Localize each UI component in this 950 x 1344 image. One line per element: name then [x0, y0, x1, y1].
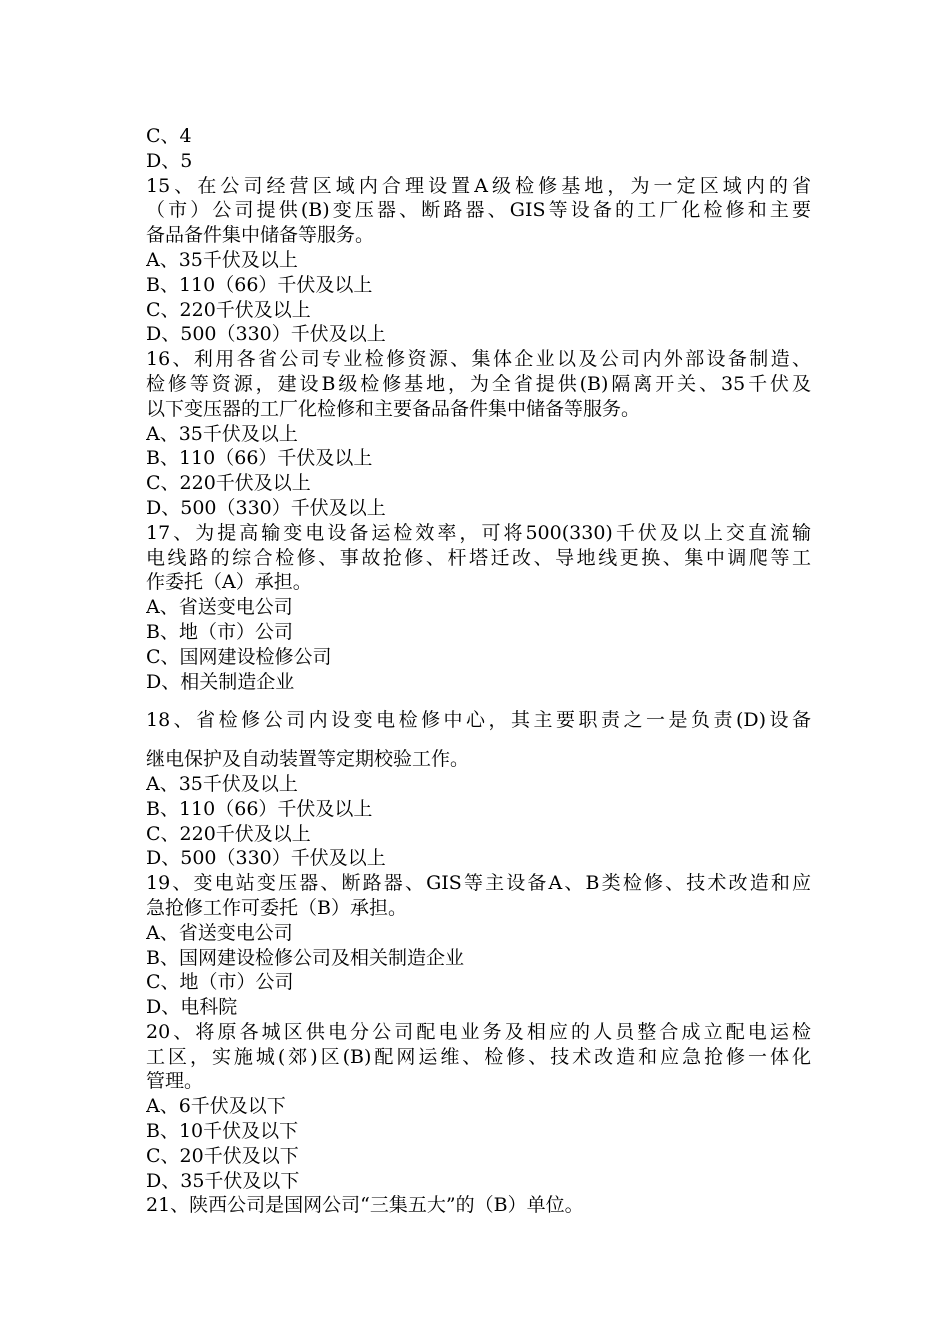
option-a-q20: A、6千伏及以下 [146, 1095, 286, 1118]
option-a-q17: A、省送变电公司 [146, 596, 293, 619]
question-19-line-2: 急抢修工作可委托（B）承担。 [146, 896, 407, 919]
option-d-q15: D、500（330）千伏及以上 [146, 323, 386, 346]
question-15-line-1: 15、在公司经营区域内合理设置A级检修基地，为一定区域内的省 [146, 174, 811, 197]
question-20-line-3: 管理。 [146, 1070, 204, 1093]
question-19-line-1: 19、变电站变压器、断路器、GIS等主设备A、B类检修、技术改造和应 [146, 872, 811, 895]
question-15-line-2: （市）公司提供(B)变压器、断路器、GIS等设备的工厂化检修和主要 [146, 199, 811, 222]
option-c-q14: C、4 [146, 125, 192, 147]
question-17-line-2: 电线路的综合检修、事故抢修、杆塔迁改、导地线更换、集中调爬等工 [146, 546, 811, 569]
document-page [146, 124, 811, 1218]
option-d-q18: D、500（330）千伏及以上 [146, 847, 386, 870]
question-16-line-3: 以下变压器的工厂化检修和主要备品备件集中储备等服务。 [146, 397, 641, 420]
option-c-q16: C、220千伏及以上 [146, 472, 311, 495]
question-20-line-1: 20、将原各城区供电分公司配电业务及相应的人员整合成立配电运检 [146, 1020, 811, 1043]
question-18-line-1: 18、省检修公司内设变电检修中心，其主要职责之一是负责(D)设备 [146, 709, 811, 732]
option-d-q16: D、500（330）千伏及以上 [146, 496, 386, 519]
option-b-q19: B、国网建设检修公司及相关制造企业 [146, 946, 464, 969]
option-b-q18: B、110（66）千伏及以上 [146, 797, 373, 820]
option-b-q20: B、10千伏及以下 [146, 1120, 299, 1143]
option-d-q14: D、5 [146, 149, 193, 172]
question-17-line-3: 作委托（A）承担。 [146, 571, 312, 594]
option-a-q15: A、35千伏及以上 [146, 248, 298, 271]
option-c-q17: C、国网建设检修公司 [146, 645, 332, 668]
option-a-q19: A、省送变电公司 [146, 921, 293, 944]
option-d-q17: D、相关制造企业 [146, 670, 295, 693]
option-d-q20: D、35千伏及以下 [146, 1169, 300, 1192]
question-20-line-2: 工区，实施城(郊)区(B)配网运维、检修、技术改造和应急抢修一体化 [146, 1045, 811, 1068]
option-b-q16: B、110（66）千伏及以上 [146, 447, 373, 470]
option-c-q20: C、20千伏及以下 [146, 1144, 299, 1167]
option-b-q17: B、地（市）公司 [146, 620, 293, 643]
question-17-line-1: 17、为提高输变电设备运检效率，可将500(330)千伏及以上交直流输 [146, 521, 811, 544]
question-18-line-2: 继电保护及自动装置等定期校验工作。 [146, 748, 470, 771]
option-c-q15: C、220千伏及以上 [146, 298, 311, 321]
option-c-q18: C、220千伏及以上 [146, 822, 311, 845]
question-21-line-1: 21、陕西公司是国网公司“三集五大”的（B）单位。 [146, 1194, 584, 1217]
question-16-line-2: 检修等资源，建设B级检修基地，为全省提供(B)隔离开关、35千伏及 [146, 372, 811, 395]
option-a-q16: A、35千伏及以上 [146, 422, 298, 445]
option-d-q19: D、电科院 [146, 996, 238, 1019]
question-16-line-1: 16、利用各省公司专业检修资源、集体企业以及公司内外部设备制造、 [146, 348, 811, 371]
option-a-q18: A、35千伏及以上 [146, 772, 298, 795]
question-15-line-3: 备品备件集中储备等服务。 [146, 224, 375, 247]
option-b-q15: B、110（66）千伏及以上 [146, 273, 373, 296]
option-c-q19: C、地（市）公司 [146, 971, 294, 994]
